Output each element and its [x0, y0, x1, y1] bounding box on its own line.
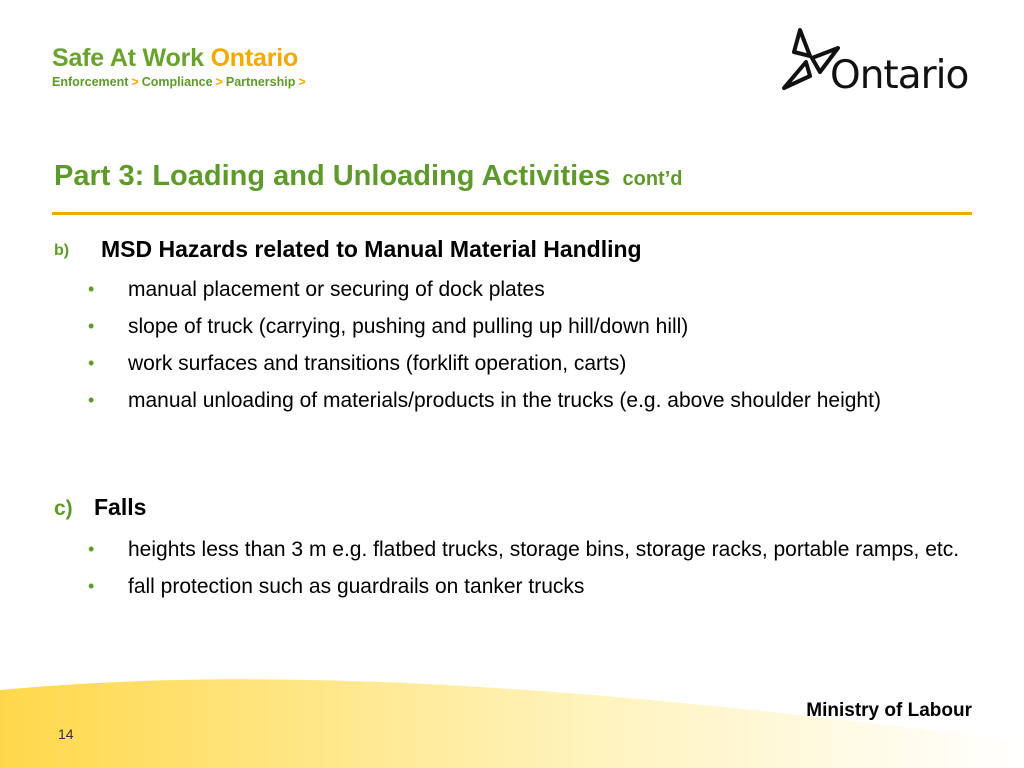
chevron-right-icon: >: [215, 75, 223, 89]
section-marker: b): [54, 242, 70, 259]
chevron-right-icon: >: [131, 75, 139, 89]
title-divider: [52, 212, 972, 215]
list-item: [88, 534, 978, 565]
bullet-icon: •: [88, 539, 95, 559]
list-item: [88, 571, 978, 602]
bullet-icon: •: [88, 316, 95, 336]
list-item-text: work surfaces and transitions (forklift operation, carts): [128, 352, 627, 375]
section-b-list: [88, 274, 978, 422]
bullet-icon: •: [88, 390, 95, 410]
list-item-text: heights less than 3 m e.g. flatbed trucks, storage bins, storage racks, portable ramps, etc.: [128, 538, 960, 561]
slide-title: [54, 160, 683, 193]
list-item-text: manual placement or securing of dock plates: [128, 278, 545, 301]
section-c-list: [88, 534, 978, 608]
logo-title-main: Safe At Work: [52, 44, 204, 72]
ontario-wordmark: Ontario: [830, 53, 969, 98]
logo-title-accent: Ontario: [210, 44, 299, 72]
section-b-heading: [54, 236, 642, 263]
bullet-icon: •: [88, 279, 95, 299]
section-heading-text: MSD Hazards related to Manual Material Handling: [101, 236, 642, 262]
section-heading-text: Falls: [94, 494, 147, 520]
page-number: 14: [58, 726, 74, 742]
tagline-partnership: Partnership: [225, 75, 296, 89]
slide-title-text: Part 3: Loading and Unloading Activities: [54, 160, 611, 192]
section-marker: c): [54, 497, 73, 520]
safe-at-work-logo: [52, 44, 309, 89]
slide-title-suffix: cont’d: [622, 168, 683, 190]
list-item-text: manual unloading of materials/products in the trucks (e.g. above shoulder height): [128, 389, 881, 412]
bullet-icon: •: [88, 576, 95, 596]
ministry-label: Ministry of Labour: [806, 700, 972, 721]
logo-title: [52, 44, 309, 72]
tagline-compliance: Compliance: [141, 75, 213, 89]
list-item: [88, 348, 978, 379]
list-item-text: slope of truck (carrying, pushing and pulling up hill/down hill): [128, 315, 689, 338]
tagline-enforcement: Enforcement: [52, 75, 129, 89]
list-item: [88, 274, 978, 305]
list-item-text: fall protection such as guardrails on tanker trucks: [128, 575, 585, 598]
chevron-right-icon: >: [298, 75, 306, 89]
logo-tagline: [52, 75, 309, 89]
list-item: [88, 311, 978, 342]
section-c-heading: [54, 494, 146, 521]
ontario-logo: [780, 26, 980, 96]
list-item: [88, 385, 978, 416]
bullet-icon: •: [88, 353, 95, 373]
